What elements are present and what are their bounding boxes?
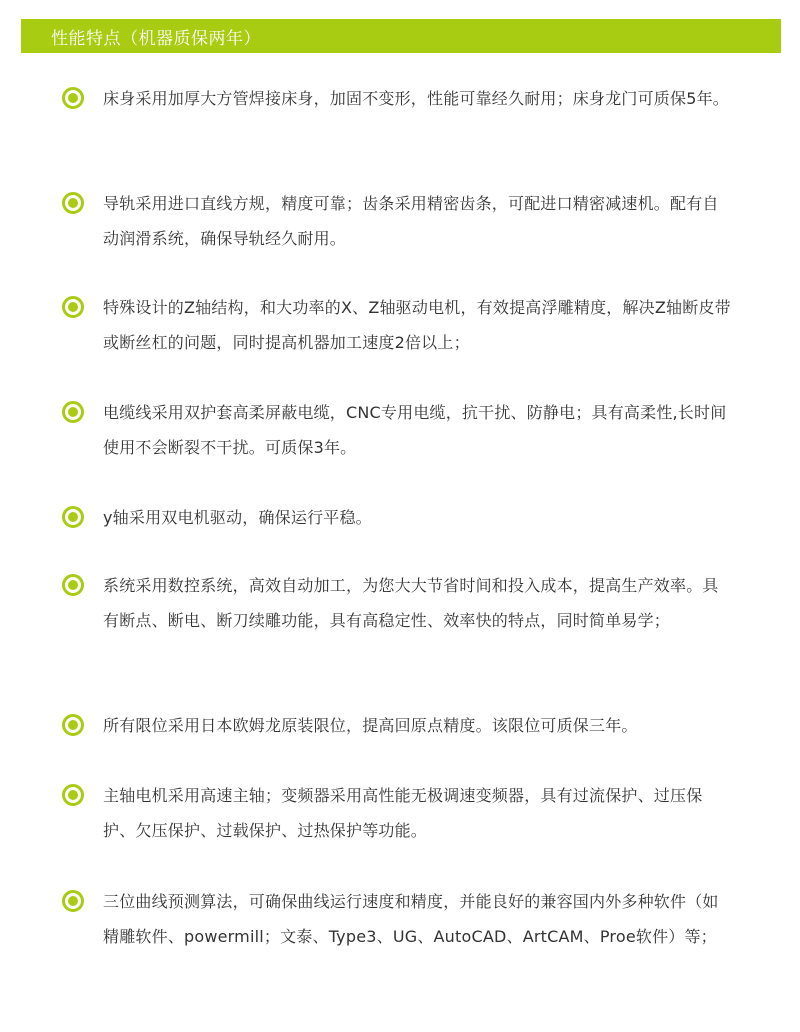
feature-text: 系统采用数控系统，高效自动加工，为您大大节省时间和投入成本，提高生产效率。具有断点、断电、断刀续雕功能，具有高稳定性、效率快的特点，同时简单易学；	[103, 576, 719, 630]
feature-text: 三位曲线预测算法，可确保曲线运行速度和精度，并能良好的兼容国内外多种软件（如精雕软件、powermill；文泰、Type3、UG、AutoCAD、ArtCAM、Proe软件）等；	[103, 892, 719, 946]
target-bullet-icon	[62, 87, 84, 109]
feature-text: 导轨采用进口直线方规，精度可靠；齿条采用精密齿条，可配进口精密减速机。配有自动润滑系统，确保导轨经久耐用。	[103, 194, 719, 248]
feature-text: y轴采用双电机驱动，确保运行平稳。	[103, 508, 372, 527]
target-bullet-icon	[62, 192, 84, 214]
target-bullet-icon	[62, 506, 84, 528]
section-title: 性能特点（机器质保两年）	[51, 28, 261, 49]
target-bullet-icon	[62, 714, 84, 736]
target-bullet-icon	[62, 890, 84, 912]
feature-text: 电缆线采用双护套高柔屏蔽电缆，CNC专用电缆，抗干扰、防静电；具有高柔性,长时间使用不会断裂不干扰。可质保3年。	[103, 403, 727, 457]
feature-text: 特殊设计的Z轴结构，和大功率的X、Z轴驱动电机，有效提高浮雕精度，解决Z轴断皮带或断丝杠的问题，同时提高机器加工速度2倍以上；	[103, 298, 731, 352]
feature-text: 床身采用加厚大方管焊接床身，加固不变形，性能可靠经久耐用；床身龙门可质保5年。	[103, 89, 729, 108]
target-bullet-icon	[62, 574, 84, 596]
target-bullet-icon	[62, 784, 84, 806]
feature-text: 主轴电机采用高速主轴；变频器采用高性能无极调速变频器，具有过流保护、过压保护、欠压保护、过载保护、过热保护等功能。	[103, 786, 703, 840]
feature-text: 所有限位采用日本欧姆龙原装限位，提高回原点精度。该限位可质保三年。	[103, 716, 638, 735]
target-bullet-icon	[62, 296, 84, 318]
target-bullet-icon	[62, 401, 84, 423]
